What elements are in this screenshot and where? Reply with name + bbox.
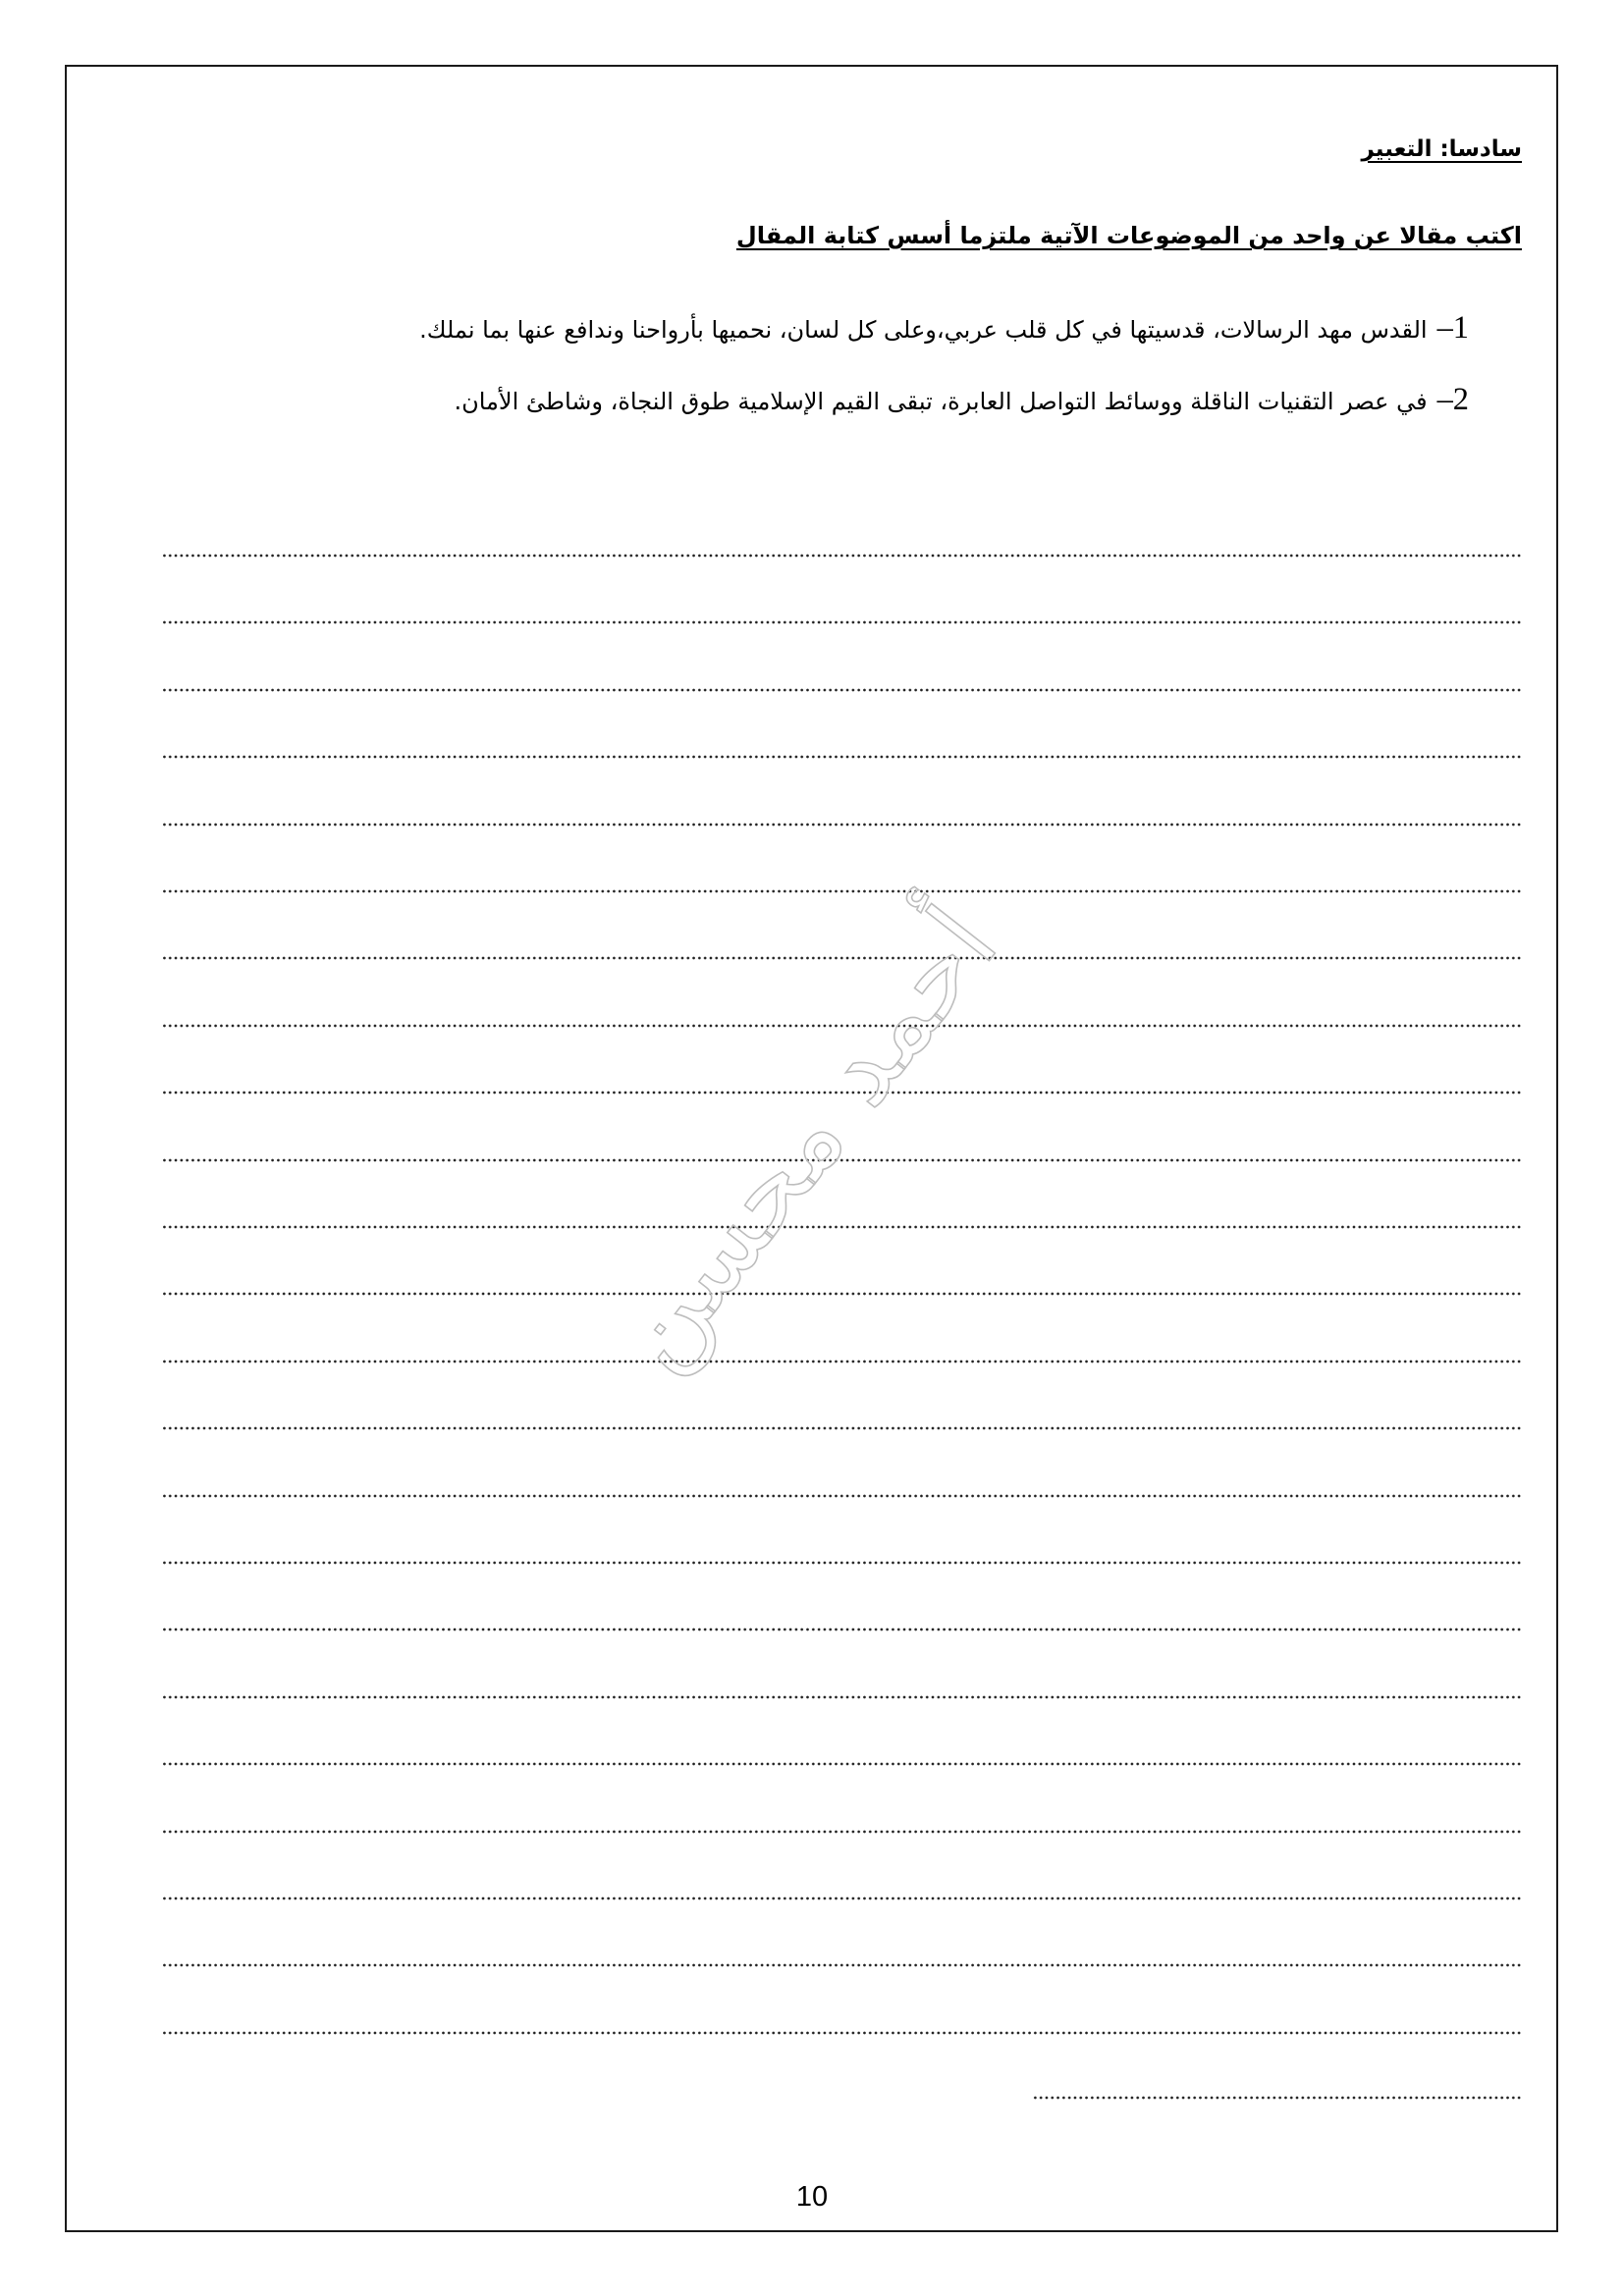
essay-instruction: اكتب مقالا عن واحد من الموضوعات الآتية ملتزما أسس كتابة المقال bbox=[735, 222, 1522, 249]
answer-line bbox=[161, 1292, 1522, 1296]
topic-text: القدس مهد الرسالات، قدسيتها في كل قلب عربي،وعلى كل لسان، نحميها بأرواحنا وندافع عنها بما نملك. bbox=[419, 316, 1428, 344]
answer-line bbox=[161, 1628, 1522, 1631]
answer-line bbox=[161, 1225, 1522, 1229]
answer-line bbox=[161, 554, 1522, 558]
section-title: سادسا: التعبير bbox=[1361, 136, 1522, 162]
answer-line bbox=[161, 1360, 1522, 1363]
topic-number: 1– bbox=[1436, 310, 1469, 346]
topic-item-1 bbox=[153, 308, 1469, 349]
answer-line bbox=[1033, 2096, 1522, 2100]
answer-line bbox=[161, 755, 1522, 759]
answer-line bbox=[161, 1426, 1522, 1430]
topic-item-2 bbox=[153, 380, 1469, 421]
answer-line bbox=[161, 889, 1522, 893]
answer-line bbox=[161, 1830, 1522, 1834]
topic-text: في عصر التقنيات الناقلة ووسائط التواصل العابرة، تبقى القيم الإسلامية طوق النجاة، وشاطئ الأمان. bbox=[454, 388, 1428, 415]
answer-line bbox=[161, 1561, 1522, 1565]
answer-line bbox=[161, 1896, 1522, 1900]
answer-line bbox=[161, 1024, 1522, 1028]
answer-line bbox=[161, 1963, 1522, 1967]
answer-line bbox=[161, 620, 1522, 624]
answer-line bbox=[161, 2031, 1522, 2035]
answer-line bbox=[161, 688, 1522, 692]
watermark: أحمد محسن bbox=[588, 885, 1022, 1392]
answer-line bbox=[161, 956, 1522, 960]
answer-line bbox=[161, 1695, 1522, 1699]
answer-line bbox=[161, 1158, 1522, 1162]
page-number: 10 bbox=[795, 2181, 829, 2213]
answer-line bbox=[161, 823, 1522, 827]
answer-line bbox=[161, 1091, 1522, 1095]
topic-number: 2– bbox=[1436, 382, 1469, 417]
answer-line bbox=[161, 1762, 1522, 1766]
answer-line bbox=[161, 1494, 1522, 1498]
